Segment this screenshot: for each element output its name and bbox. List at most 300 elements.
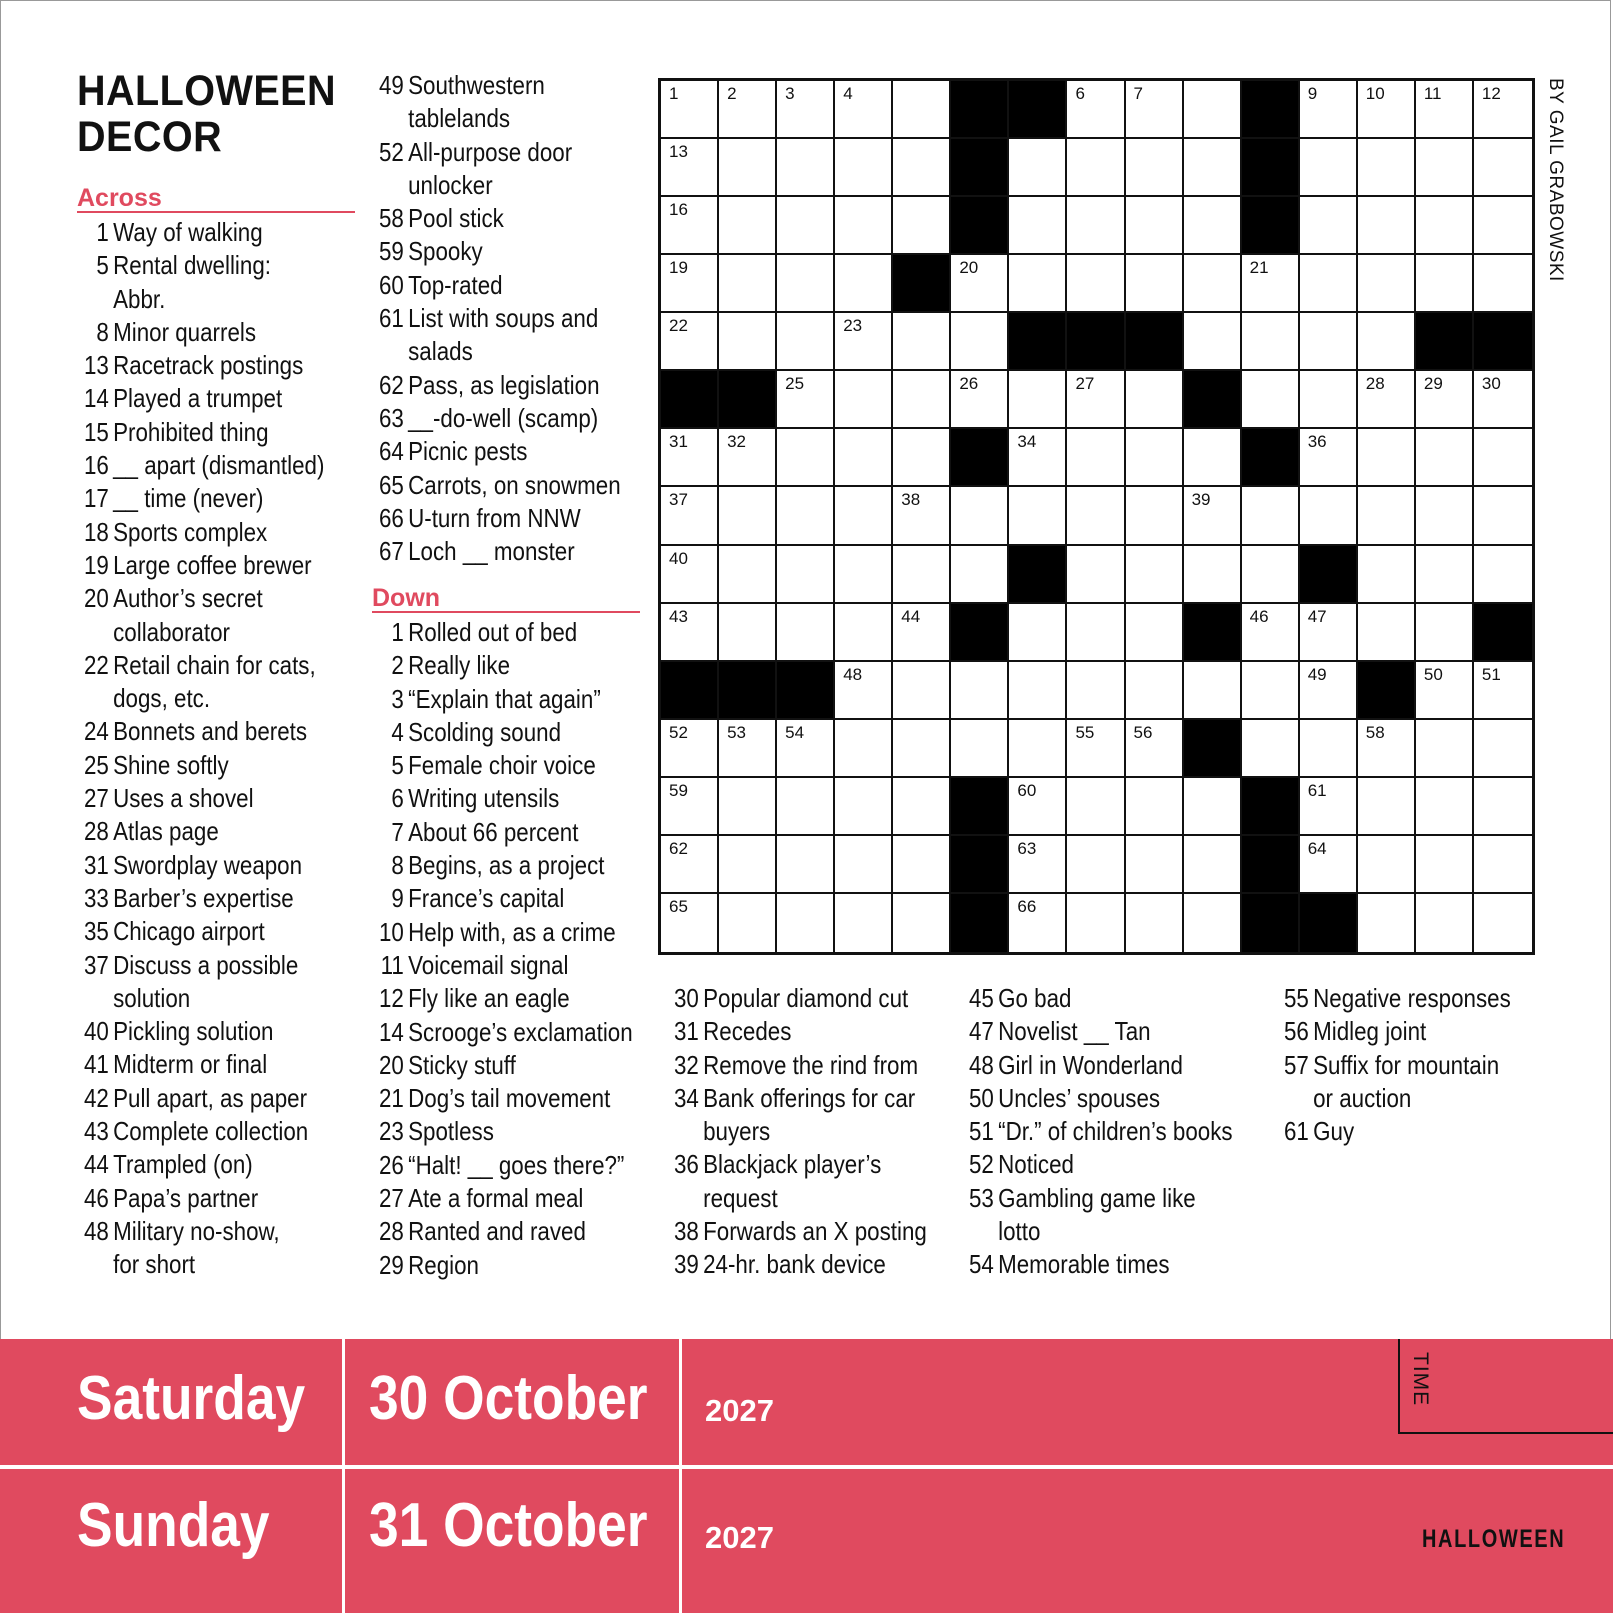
- grid-cell[interactable]: [1067, 894, 1125, 952]
- clue-number: [962, 1215, 994, 1248]
- grid-cell[interactable]: [835, 429, 893, 487]
- grid-cell[interactable]: [661, 255, 719, 313]
- grid-cell[interactable]: [719, 313, 777, 371]
- grid-cell[interactable]: [1126, 139, 1184, 197]
- grid-cell[interactable]: [1067, 139, 1125, 197]
- grid-cell[interactable]: [1184, 313, 1242, 371]
- clue-text: Large coffee brewer: [113, 549, 312, 580]
- clue-text: Female choir voice: [408, 750, 596, 781]
- down-clue-3: [372, 683, 633, 716]
- clue-text: __ time (never): [113, 483, 264, 514]
- grid-cell[interactable]: [1126, 662, 1184, 720]
- grid-cell[interactable]: [1126, 81, 1184, 139]
- cell-number: 23: [843, 316, 863, 336]
- grid-cell[interactable]: [835, 81, 893, 139]
- across-clue-13: [77, 349, 324, 382]
- across-clue-16: [77, 449, 324, 482]
- weekday-saturday: Saturday: [77, 1364, 306, 1433]
- grid-cell[interactable]: [893, 371, 951, 429]
- clue-number: [77, 283, 109, 316]
- grid-cell[interactable]: [661, 429, 719, 487]
- down-clue-20: [372, 1049, 633, 1082]
- grid-cell[interactable]: [1126, 487, 1184, 545]
- clue-number: 20: [83, 583, 109, 614]
- down-clue-6: [372, 782, 633, 815]
- grid-cell[interactable]: [777, 604, 835, 662]
- grid-cell[interactable]: [1474, 429, 1532, 487]
- clue-number: 30: [673, 983, 699, 1013]
- grid-cell[interactable]: [777, 429, 835, 487]
- grid-cell[interactable]: [835, 546, 893, 604]
- clue-number: 28: [378, 1216, 404, 1247]
- grid-cell[interactable]: [719, 836, 777, 894]
- grid-cell[interactable]: [1358, 487, 1416, 545]
- grid-cell-black: [1067, 313, 1125, 371]
- grid-cell[interactable]: [1184, 81, 1242, 139]
- grid-cell[interactable]: [1474, 139, 1532, 197]
- grid-cell[interactable]: [777, 836, 835, 894]
- grid-cell[interactable]: [893, 778, 951, 836]
- across-clue-37: [77, 949, 324, 982]
- grid-cell[interactable]: [777, 720, 835, 778]
- across-clue-52-cont: [372, 169, 621, 202]
- grid-cell[interactable]: [951, 487, 1009, 545]
- grid-cell[interactable]: [893, 604, 951, 662]
- down-heading: Down: [372, 585, 640, 613]
- grid-cell[interactable]: [1009, 662, 1067, 720]
- grid-cell[interactable]: [719, 81, 777, 139]
- grid-cell[interactable]: [1009, 371, 1067, 429]
- grid-cell[interactable]: [1300, 720, 1358, 778]
- cell-number: 25: [785, 374, 805, 394]
- down-clue-45: [962, 982, 1233, 1015]
- grid-cell[interactable]: [1358, 546, 1416, 604]
- grid-cell[interactable]: [1067, 81, 1125, 139]
- clue-text: List with soups and: [408, 303, 599, 334]
- grid-cell[interactable]: [1416, 662, 1474, 720]
- grid-cell[interactable]: [1416, 371, 1474, 429]
- grid-cell[interactable]: [1067, 197, 1125, 255]
- grid-cell[interactable]: [1358, 894, 1416, 952]
- grid-cell[interactable]: [1242, 371, 1300, 429]
- clue-number: [77, 616, 109, 649]
- grid-cell[interactable]: [893, 546, 951, 604]
- grid-cell[interactable]: [1184, 836, 1242, 894]
- across-column-1: [77, 216, 365, 1282]
- grid-cell[interactable]: [1067, 604, 1125, 662]
- clue-text: Played a trumpet: [113, 383, 283, 414]
- grid-cell[interactable]: [777, 487, 835, 545]
- grid-cell[interactable]: [1416, 139, 1474, 197]
- grid-cell-black: [1242, 81, 1300, 139]
- grid-cell[interactable]: [1184, 255, 1242, 313]
- clue-text: dogs, etc.: [113, 683, 211, 714]
- grid-cell[interactable]: [1126, 197, 1184, 255]
- grid-cell[interactable]: [951, 720, 1009, 778]
- clue-text: Shine softly: [113, 749, 229, 780]
- grid-cell[interactable]: [1300, 313, 1358, 371]
- clue-text: Pull apart, as paper: [113, 1082, 308, 1113]
- clue-text: buyers: [703, 1116, 771, 1147]
- grid-cell[interactable]: [1416, 778, 1474, 836]
- cell-number: 47: [1307, 606, 1327, 626]
- grid-cell[interactable]: [661, 197, 719, 255]
- cell-number: 20: [959, 258, 979, 278]
- across-clue-35: [77, 915, 324, 948]
- row-divider: [0, 1465, 1613, 1469]
- cell-number: 26: [959, 374, 979, 394]
- grid-cell[interactable]: [1242, 313, 1300, 371]
- grid-cell[interactable]: [893, 662, 951, 720]
- grid-cell[interactable]: [1242, 546, 1300, 604]
- down-clue-2: [372, 649, 633, 682]
- clue-number: 57: [1283, 1049, 1309, 1080]
- grid-cell[interactable]: [1300, 487, 1358, 545]
- grid-cell[interactable]: [835, 255, 893, 313]
- clue-text: Bank offerings for car: [703, 1082, 916, 1113]
- down-clue-34-cont: [667, 1115, 927, 1148]
- clue-text: Voicemail signal: [408, 949, 569, 980]
- grid-cell-black: [951, 139, 1009, 197]
- grid-cell[interactable]: [1184, 197, 1242, 255]
- grid-cell[interactable]: [1126, 546, 1184, 604]
- grid-cell[interactable]: [1126, 429, 1184, 487]
- across-clue-44: [77, 1148, 324, 1181]
- clue-number: 31: [83, 849, 109, 880]
- grid-cell[interactable]: [1067, 836, 1125, 894]
- clue-number: 9: [391, 883, 404, 914]
- grid-cell[interactable]: [1067, 720, 1125, 778]
- clue-text: Uncles’ spouses: [998, 1082, 1161, 1113]
- grid-cell[interactable]: [1126, 836, 1184, 894]
- clue-text: Negative responses: [1313, 983, 1511, 1013]
- across-clue-15: [77, 416, 324, 449]
- grid-cell[interactable]: [719, 778, 777, 836]
- grid-cell[interactable]: [1300, 81, 1358, 139]
- grid-cell[interactable]: [719, 894, 777, 952]
- grid-cell[interactable]: [893, 139, 951, 197]
- grid-cell[interactable]: [719, 139, 777, 197]
- grid-cell[interactable]: [1184, 487, 1242, 545]
- grid-cell[interactable]: [1416, 197, 1474, 255]
- grid-cell[interactable]: [1300, 197, 1358, 255]
- grid-cell[interactable]: [1300, 139, 1358, 197]
- grid-cell[interactable]: [719, 255, 777, 313]
- clue-number: [372, 169, 404, 202]
- grid-cell[interactable]: [1416, 604, 1474, 662]
- grid-cell[interactable]: [1184, 662, 1242, 720]
- grid-cell[interactable]: [777, 197, 835, 255]
- clue-number: 34: [673, 1082, 699, 1113]
- clue-number: 58: [378, 203, 404, 234]
- grid-cell[interactable]: [1416, 836, 1474, 894]
- down-clue-4: [372, 716, 633, 749]
- grid-cell[interactable]: [661, 81, 719, 139]
- grid-cell[interactable]: [1009, 836, 1067, 894]
- cell-number: 10: [1365, 84, 1385, 103]
- grid-cell[interactable]: [1416, 255, 1474, 313]
- across-clue-8: [77, 316, 324, 349]
- grid-cell[interactable]: [1009, 429, 1067, 487]
- grid-cell[interactable]: [777, 546, 835, 604]
- grid-cell[interactable]: [893, 894, 951, 952]
- across-clue-18: [77, 516, 324, 549]
- grid-cell[interactable]: [1474, 778, 1532, 836]
- grid-cell[interactable]: [1358, 429, 1416, 487]
- down-clue-39: [667, 1248, 927, 1281]
- grid-cell[interactable]: [951, 546, 1009, 604]
- grid-cell[interactable]: [1300, 371, 1358, 429]
- cell-number: 2: [727, 84, 737, 103]
- grid-cell[interactable]: [893, 487, 951, 545]
- grid-cell[interactable]: [1067, 487, 1125, 545]
- grid-cell[interactable]: [661, 546, 719, 604]
- grid-cell[interactable]: [1067, 255, 1125, 313]
- grid-cell[interactable]: [1474, 81, 1532, 139]
- clue-text: Blackjack player’s: [703, 1149, 882, 1180]
- grid-cell[interactable]: [719, 720, 777, 778]
- grid-cell[interactable]: [661, 139, 719, 197]
- grid-cell[interactable]: [835, 778, 893, 836]
- grid-cell[interactable]: [1009, 778, 1067, 836]
- clue-number: 35: [83, 916, 109, 947]
- down-clue-27: [372, 1182, 633, 1215]
- cell-number: 31: [669, 432, 688, 452]
- grid-cell[interactable]: [1358, 371, 1416, 429]
- grid-cell[interactable]: [1474, 255, 1532, 313]
- clue-number: 52: [378, 136, 404, 167]
- grid-cell[interactable]: [1242, 720, 1300, 778]
- grid-cell[interactable]: [1184, 139, 1242, 197]
- clue-text: “Explain that again”: [408, 683, 601, 714]
- grid-cell[interactable]: [1126, 604, 1184, 662]
- grid-cell[interactable]: [777, 255, 835, 313]
- grid-cell[interactable]: [951, 255, 1009, 313]
- across-clue-48: [77, 1215, 324, 1248]
- grid-cell-black: [1009, 81, 1067, 139]
- grid-cell[interactable]: [1009, 894, 1067, 952]
- clue-number: 24: [83, 716, 109, 747]
- grid-cell[interactable]: [661, 836, 719, 894]
- grid-cell[interactable]: [1416, 81, 1474, 139]
- clue-text: Midleg joint: [1313, 1016, 1427, 1047]
- grid-cell[interactable]: [1474, 720, 1532, 778]
- grid-cell[interactable]: [1358, 720, 1416, 778]
- grid-cell[interactable]: [1067, 546, 1125, 604]
- grid-cell[interactable]: [661, 894, 719, 952]
- grid-cell[interactable]: [1242, 255, 1300, 313]
- grid-cell[interactable]: [1358, 313, 1416, 371]
- grid-cell[interactable]: [719, 546, 777, 604]
- grid-cell[interactable]: [1242, 604, 1300, 662]
- grid-cell[interactable]: [835, 487, 893, 545]
- grid-cell[interactable]: [661, 720, 719, 778]
- grid-cell[interactable]: [719, 429, 777, 487]
- grid-cell[interactable]: [1126, 720, 1184, 778]
- clue-number: 40: [83, 1016, 109, 1047]
- clue-number: 31: [673, 1016, 699, 1047]
- grid-cell-black: [1416, 313, 1474, 371]
- grid-cell[interactable]: [1067, 778, 1125, 836]
- clue-text: Noticed: [998, 1149, 1074, 1180]
- grid-cell[interactable]: [1300, 778, 1358, 836]
- grid-cell[interactable]: [1474, 894, 1532, 952]
- cell-number: 48: [843, 664, 863, 684]
- grid-cell[interactable]: [1474, 197, 1532, 255]
- grid-cell[interactable]: [1009, 720, 1067, 778]
- grid-cell[interactable]: [1474, 371, 1532, 429]
- down-clue-56: [1277, 1015, 1511, 1048]
- grid-cell[interactable]: [1358, 778, 1416, 836]
- cell-number: 38: [901, 490, 921, 510]
- clue-number: 12: [378, 983, 404, 1014]
- grid-cell[interactable]: [835, 720, 893, 778]
- cell-number: 59: [669, 780, 688, 800]
- grid-cell-black: [1358, 662, 1416, 720]
- clue-number: [667, 1115, 699, 1148]
- cell-number: 16: [669, 200, 688, 220]
- across-clue-61-cont: [372, 335, 621, 368]
- across-clue-67: [372, 535, 621, 568]
- cell-number: 55: [1075, 722, 1095, 742]
- down-clue-29: [372, 1249, 633, 1282]
- grid-cell[interactable]: [1474, 487, 1532, 545]
- grid-cell[interactable]: [1358, 604, 1416, 662]
- grid-cell[interactable]: [777, 778, 835, 836]
- grid-cell[interactable]: [1184, 546, 1242, 604]
- grid-cell[interactable]: [893, 836, 951, 894]
- clue-text: unlocker: [408, 169, 493, 200]
- grid-cell[interactable]: [1358, 139, 1416, 197]
- grid-cell[interactable]: [1416, 546, 1474, 604]
- grid-cell[interactable]: [1184, 429, 1242, 487]
- grid-cell[interactable]: [1184, 778, 1242, 836]
- grid-cell[interactable]: [661, 487, 719, 545]
- grid-cell[interactable]: [835, 371, 893, 429]
- down-clue-7: [372, 816, 633, 849]
- grid-cell[interactable]: [1242, 662, 1300, 720]
- grid-cell[interactable]: [1300, 836, 1358, 894]
- grid-cell-black: [1242, 778, 1300, 836]
- grid-cell[interactable]: [835, 313, 893, 371]
- grid-cell[interactable]: [661, 313, 719, 371]
- grid-cell[interactable]: [1009, 255, 1067, 313]
- grid-cell[interactable]: [951, 662, 1009, 720]
- grid-cell[interactable]: [893, 720, 951, 778]
- grid-cell[interactable]: [1300, 255, 1358, 313]
- down-clue-52: [962, 1148, 1233, 1181]
- grid-cell[interactable]: [951, 371, 1009, 429]
- grid-cell[interactable]: [893, 313, 951, 371]
- down-clue-32: [667, 1049, 927, 1082]
- grid-cell[interactable]: [1300, 429, 1358, 487]
- grid-cell[interactable]: [893, 81, 951, 139]
- grid-cell[interactable]: [1126, 894, 1184, 952]
- grid-cell[interactable]: [1474, 546, 1532, 604]
- grid-cell[interactable]: [835, 604, 893, 662]
- grid-cell[interactable]: [1474, 662, 1532, 720]
- clue-text: Minor quarrels: [113, 316, 257, 347]
- grid-cell[interactable]: [835, 894, 893, 952]
- grid-cell[interactable]: [1067, 662, 1125, 720]
- grid-cell[interactable]: [777, 371, 835, 429]
- grid-cell[interactable]: [1009, 487, 1067, 545]
- grid-cell[interactable]: [719, 197, 777, 255]
- grid-cell[interactable]: [719, 487, 777, 545]
- grid-cell[interactable]: [1242, 487, 1300, 545]
- grid-cell[interactable]: [661, 604, 719, 662]
- grid-cell[interactable]: [777, 313, 835, 371]
- grid-cell[interactable]: [1184, 894, 1242, 952]
- clue-text: Atlas page: [113, 816, 219, 847]
- clue-number: 48: [83, 1215, 109, 1246]
- across-clue-66: [372, 502, 621, 535]
- across-clue-59: [372, 235, 621, 268]
- grid-cell[interactable]: [1067, 429, 1125, 487]
- clue-text: Barber’s expertise: [113, 882, 294, 913]
- grid-cell[interactable]: [777, 894, 835, 952]
- grid-cell[interactable]: [1009, 139, 1067, 197]
- grid-cell[interactable]: [719, 604, 777, 662]
- clue-number: [77, 1248, 109, 1281]
- grid-cell[interactable]: [1358, 255, 1416, 313]
- grid-cell[interactable]: [1416, 429, 1474, 487]
- clue-number: 8: [96, 316, 109, 347]
- clue-text: All-purpose door: [408, 136, 573, 167]
- grid-cell[interactable]: [835, 836, 893, 894]
- clue-number: 37: [83, 949, 109, 980]
- grid-cell[interactable]: [835, 197, 893, 255]
- grid-cell[interactable]: [1474, 836, 1532, 894]
- clue-number: 33: [83, 882, 109, 913]
- grid-cell[interactable]: [1358, 81, 1416, 139]
- down-clue-36: [667, 1148, 927, 1181]
- clue-text: Begins, as a project: [408, 850, 605, 881]
- grid-cell[interactable]: [1358, 197, 1416, 255]
- grid-cell-black: [951, 429, 1009, 487]
- grid-cell[interactable]: [1416, 487, 1474, 545]
- across-clue-49: [372, 69, 621, 102]
- clue-number: 64: [378, 436, 404, 467]
- grid-cell[interactable]: [835, 139, 893, 197]
- grid-cell[interactable]: [1067, 371, 1125, 429]
- cell-number: 64: [1307, 838, 1327, 858]
- grid-cell[interactable]: [777, 139, 835, 197]
- grid-cell[interactable]: [777, 81, 835, 139]
- grid-cell[interactable]: [1358, 836, 1416, 894]
- grid-cell[interactable]: [893, 197, 951, 255]
- grid-cell[interactable]: [1126, 778, 1184, 836]
- brand-label: HALLOWEEN: [1422, 1525, 1566, 1553]
- grid-cell[interactable]: [951, 313, 1009, 371]
- grid-cell[interactable]: [1416, 894, 1474, 952]
- grid-cell[interactable]: [1300, 604, 1358, 662]
- clue-text: Papa’s partner: [113, 1182, 259, 1213]
- grid-cell[interactable]: [1009, 604, 1067, 662]
- puzzle-title-line2: DECOR: [77, 113, 223, 161]
- across-clue-65: [372, 469, 621, 502]
- grid-cell-black: [1242, 836, 1300, 894]
- grid-cell[interactable]: [661, 778, 719, 836]
- grid-cell[interactable]: [835, 662, 893, 720]
- grid-cell[interactable]: [1126, 255, 1184, 313]
- grid-cell[interactable]: [1009, 197, 1067, 255]
- grid-cell[interactable]: [1300, 662, 1358, 720]
- grid-cell[interactable]: [1416, 720, 1474, 778]
- clue-number: 66: [378, 502, 404, 533]
- grid-cell[interactable]: [893, 429, 951, 487]
- grid-cell[interactable]: [1126, 371, 1184, 429]
